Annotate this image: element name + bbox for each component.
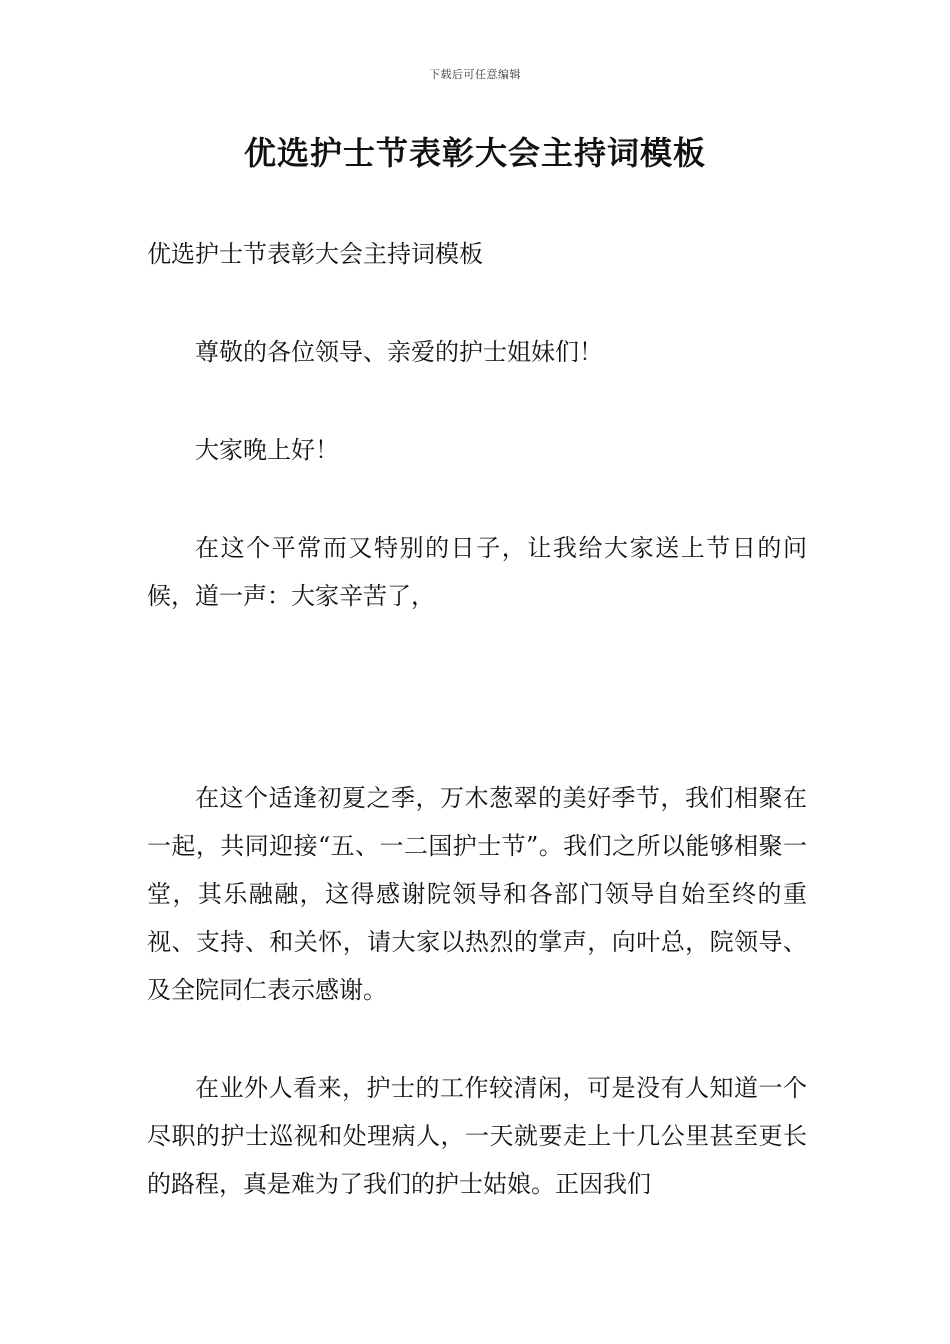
document-title: 优选护士节表彰大会主持词模板 (243, 134, 706, 172)
paragraph-nurse-work: 在业外人看来，护士的工作较清闲，可是没有人知道一个尽职的护士巡视和处理病人，一天就要走上十几公里甚至更长的路程，真是难为了我们的护士姑娘。正因我们 (147, 1074, 807, 1198)
header-note: 下载后可任意编辑 (429, 68, 521, 81)
paragraph-good-evening: 大家晚上好！ (195, 436, 339, 464)
document-body (147, 230, 807, 1208)
document-subtitle: 优选护士节表彰大会主持词模板 (147, 240, 483, 268)
paragraph-holiday-greeting: 在这个平常而又特别的日子，让我给大家送上节日的问候，道一声：大家辛苦了， (147, 534, 807, 610)
paragraph-thanks: 在这个适逢初夏之季，万木葱翠的美好季节，我们相聚在一起，共同迎接“五、一二国护士节”。我们之所以能够相聚一堂，其乐融融，这得感谢院领导和各部门领导自始至终的重视、支持、和关怀，请大家以热烈的掌声，向叶总，院领导、及全院同仁表示感谢。 (147, 784, 807, 1004)
paragraph-greeting: 尊敬的各位领导、亲爱的护士姐妹们！ (195, 338, 603, 366)
